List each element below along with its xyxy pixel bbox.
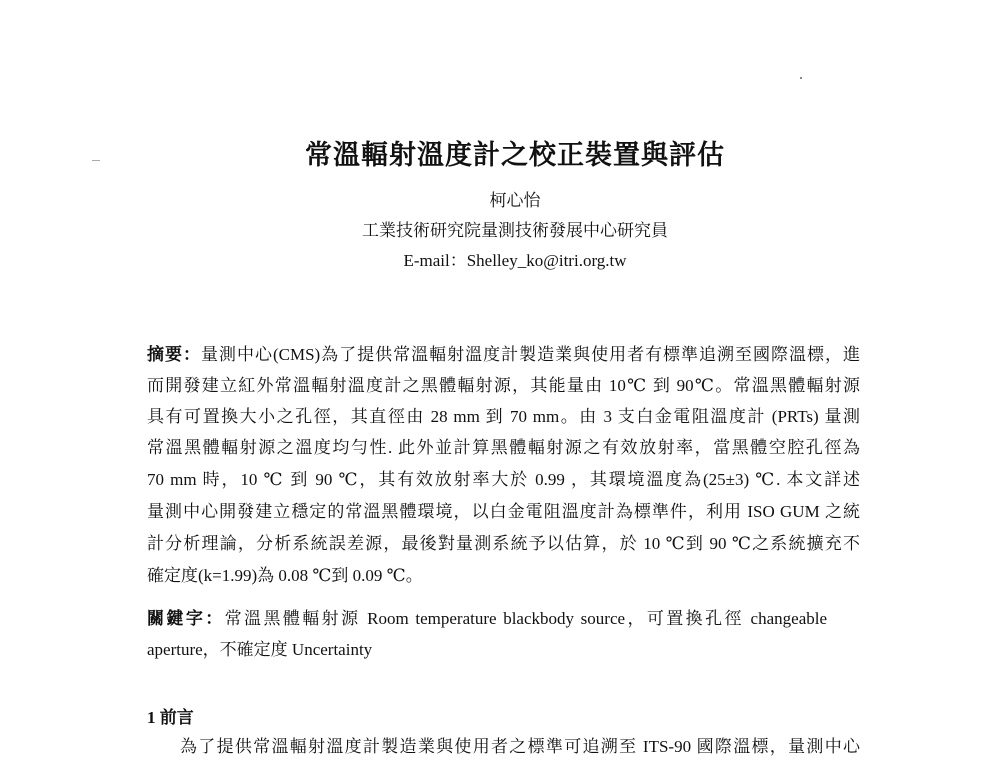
section-paragraph-line: 為了提供常溫輻射溫度計製造業與使用者之標準可追溯至 ITS-90 國際溫標，量測中心	[180, 737, 860, 756]
abstract-line: 而開發建立紅外常溫輻射溫度計之黑體輻射源，其能量由 10℃ 到 90℃。常溫黑體輻射源	[147, 376, 860, 395]
keywords-label: 關鍵字：	[147, 609, 225, 628]
author-name: 柯心怡	[489, 191, 541, 210]
keywords-line: 關鍵字：常溫黑體輻射源 Room temperature blackbody source，可置換孔徑 changeable	[147, 609, 828, 628]
keywords-line: aperture，不確定度 Uncertainty	[147, 640, 373, 659]
abstract-line: 70 mm 時，10 ℃ 到 90 ℃，其有效放射率大於 0.99 ，其環境溫度為(25±3) ℃. 本文詳述	[147, 470, 860, 489]
abstract-line: 具有可置換大小之孔徑，其直徑由 28 mm 到 70 mm。由 3 支白金電阻溫度計 (PRTs) 量測	[147, 407, 860, 426]
abstract-label: 摘要：	[147, 345, 201, 364]
abstract-line: 確定度(k=1.99)為 0.08 ℃到 0.09 ℃。	[147, 566, 423, 585]
scan-speck	[800, 77, 802, 79]
abstract-line: 量測中心開發建立穩定的常溫黑體環境，以白金電阻溫度計為標準件，利用 ISO GUM 之統	[147, 502, 860, 521]
paper-title: 常溫輻射溫度計之校正裝置與評估	[305, 140, 725, 170]
abstract-line: 常溫黑體輻射源之溫度均勻性. 此外並計算黑體輻射源之有效放射率，當黑體空腔孔徑為	[147, 438, 860, 457]
section-heading: 1 前言	[147, 708, 194, 727]
author-affiliation: 工業技術研究院量測技術發展中心研究員	[362, 221, 668, 240]
author-email: E-mail：Shelley_ko@itri.org.tw	[403, 251, 627, 270]
abstract-line: 摘要：量測中心(CMS)為了提供常溫輻射溫度計製造業與使用者有標準追溯至國際溫標，進	[147, 345, 860, 364]
abstract-line: 計分析理論，分析系統誤差源，最後對量測系統予以估算，於 10 ℃到 90 ℃之系統擴充不	[147, 534, 860, 553]
